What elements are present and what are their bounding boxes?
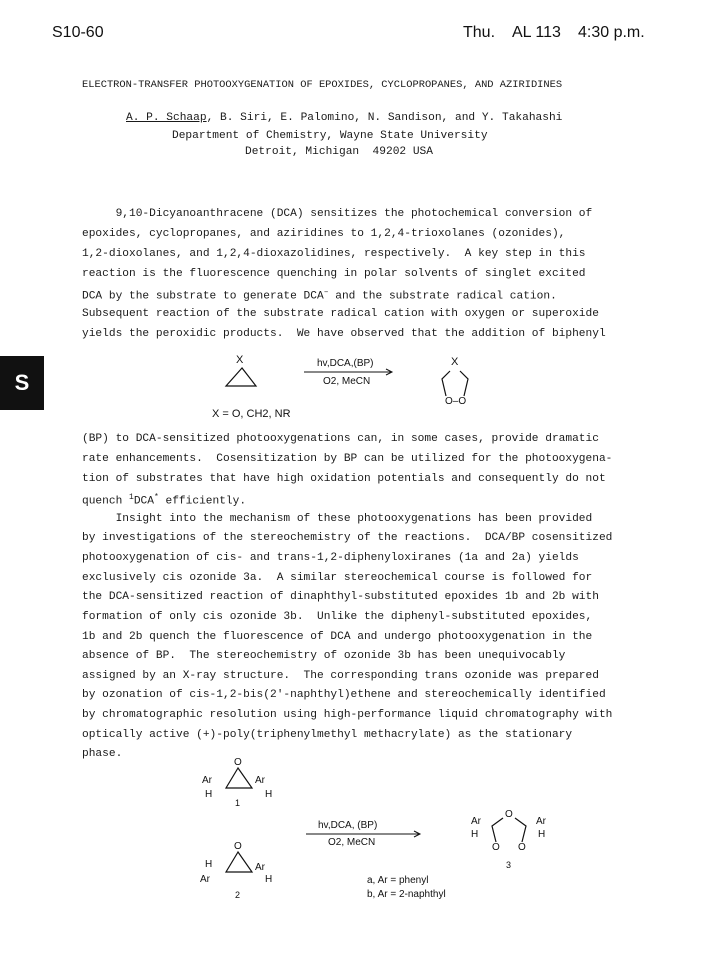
coauthors: , B. Siri, E. Palomino, N. Sandison, and Y. Takahashi bbox=[206, 112, 563, 124]
compound-2-label: 2 bbox=[235, 890, 241, 900]
p3-line-6: formation of only cis ozonide 3b. Unlike the diphenyl-substituted epoxides, bbox=[82, 611, 593, 623]
p3-line-2: by investigations of the stereochemistry of the reactions. DCA/BP cosensitized bbox=[82, 532, 613, 544]
ozonide-peroxide-o1: O bbox=[492, 842, 500, 853]
p2-line-4b: DCA bbox=[133, 495, 154, 508]
p1-line-3: 1,2-dioxolanes, and 1,2,4-dioxazolidines, respectively. A key step in this bbox=[82, 248, 586, 260]
p1-line-5a: DCA by the substrate to generate DCA bbox=[82, 290, 324, 303]
p3-line-10: by ozonation of cis-1,2-bis(2'-naphthyl)ethene and stereochemically identified bbox=[82, 689, 606, 701]
epoxide2-ar-right: Ar bbox=[255, 862, 265, 873]
affiliation-dept: Department of Chemistry, Wayne State University bbox=[172, 130, 488, 142]
p1-line-5b: and the substrate radical cation. bbox=[328, 290, 557, 303]
legend-b: b, Ar = 2-naphthyl bbox=[367, 889, 446, 900]
p3-line-5: the DCA-sensitized reaction of dinaphthyl-substituted epoxides 1b and 2b with bbox=[82, 591, 599, 603]
scheme1-reagents-top: hv,DCA,(BP) bbox=[317, 358, 374, 369]
ozonide-h-left: H bbox=[471, 829, 479, 840]
p3-line-1: Insight into the mechanism of these photooxygenations has been provided bbox=[82, 513, 593, 525]
epoxide1-ar-right: Ar bbox=[255, 775, 265, 786]
scheme1-legend: X = O, CH2, NR bbox=[212, 408, 291, 420]
p2-line-3: tion of substrates that have high oxidation potentials and consequently do not bbox=[82, 473, 606, 485]
p3-line-11: by chromatographic resolution using high-performance liquid chromatography with bbox=[82, 709, 613, 721]
compound-3-label: 3 bbox=[506, 860, 512, 870]
p2-line-4a: quench bbox=[82, 495, 129, 508]
affiliation-city: Detroit, Michigan 49202 USA bbox=[245, 146, 433, 158]
epoxide2-ar-left: Ar bbox=[200, 874, 210, 885]
ozonide-ar-right: Ar bbox=[536, 816, 546, 827]
epoxide1-h-left: H bbox=[205, 789, 213, 800]
epoxide1-ar-left: Ar bbox=[202, 775, 212, 786]
session-code: S10-60 bbox=[52, 24, 104, 41]
epoxide1-oxygen: O bbox=[234, 757, 242, 768]
presenting-author: A. P. Schaap bbox=[126, 112, 207, 124]
ozonide-peroxide-o2: O bbox=[518, 842, 526, 853]
epoxide1-h-right: H bbox=[265, 789, 273, 800]
p2-line-1: (BP) to DCA-sensitized photooxygenations can, in some cases, provide dramatic bbox=[82, 433, 599, 445]
p1-line-1: 9,10-Dicyanoanthracene (DCA) sensitizes the photochemical conversion of bbox=[82, 208, 593, 220]
compound-1-label: 1 bbox=[235, 798, 241, 808]
radical-anion-mark: – bbox=[323, 288, 329, 297]
session-day: Thu. bbox=[463, 24, 496, 41]
p3-line-7: 1b and 2b quench the fluorescence of DCA and undergo photooxygenation in the bbox=[82, 631, 593, 643]
singlet-mark: 1 bbox=[129, 493, 134, 502]
p2-line-4c: efficiently. bbox=[158, 495, 247, 508]
p1-line-4: reaction is the fluorescence quenching in polar solvents of singlet excited bbox=[82, 268, 586, 280]
ozonide-ring-oxygen: O bbox=[505, 809, 513, 820]
section-tab: S bbox=[0, 356, 44, 410]
p3-line-13: phase. bbox=[82, 748, 123, 760]
p1-line-2: epoxides, cyclopropanes, and aziridines to 1,2,4-trioxolanes (ozonides), bbox=[82, 228, 566, 240]
scheme1-peroxide: O–O bbox=[445, 396, 467, 407]
session-room: AL 113 bbox=[512, 24, 561, 41]
scheme1-reagents-bottom: O2, MeCN bbox=[323, 376, 371, 387]
p3-line-8: absence of BP. The stereochemistry of ozonide 3b has been unequivocably bbox=[82, 650, 566, 662]
legend-a: a, Ar = phenyl bbox=[367, 875, 429, 886]
p1-line-7: yields the peroxidic products. We have observed that the addition of biphenyl bbox=[82, 328, 606, 340]
epoxide2-oxygen: O bbox=[234, 841, 242, 852]
scheme1-x-reactant: X bbox=[236, 354, 244, 366]
scheme2-reagents-top: hv,DCA, (BP) bbox=[318, 820, 378, 831]
ozonide-ar-left: Ar bbox=[471, 816, 481, 827]
p3-line-4: exclusively cis ozonide 3a. A similar stereochemical course is followed for bbox=[82, 572, 593, 584]
session-time: 4:30 p.m. bbox=[578, 24, 645, 41]
p3-line-12: optically active (+)-poly(triphenylmethyl methacrylate) as the stationary bbox=[82, 729, 573, 741]
p3-line-3: photooxygenation of cis- and trans-1,2-diphenyloxiranes (1a and 2a) yields bbox=[82, 552, 579, 564]
p1-line-6: Subsequent reaction of the substrate radical cation with oxygen or superoxide bbox=[82, 308, 599, 320]
scheme1-x-product: X bbox=[451, 356, 459, 368]
excited-mark: * bbox=[153, 493, 159, 502]
epoxide2-h-right: H bbox=[265, 874, 273, 885]
ozonide-h-right: H bbox=[538, 829, 546, 840]
p3-line-9: assigned by an X-ray structure. The corresponding trans ozonide was prepared bbox=[82, 670, 599, 682]
paper-title: ELECTRON-TRANSFER PHOTOOXYGENATION OF EPOXIDES, CYCLOPROPANES, AND AZIRIDINES bbox=[82, 79, 563, 91]
p2-line-2: rate enhancements. Cosensitization by BP can be utilized for the photooxygena- bbox=[82, 453, 613, 465]
epoxide2-h-left: H bbox=[205, 859, 213, 870]
scheme2-reagents-bottom: O2, MeCN bbox=[328, 837, 376, 848]
